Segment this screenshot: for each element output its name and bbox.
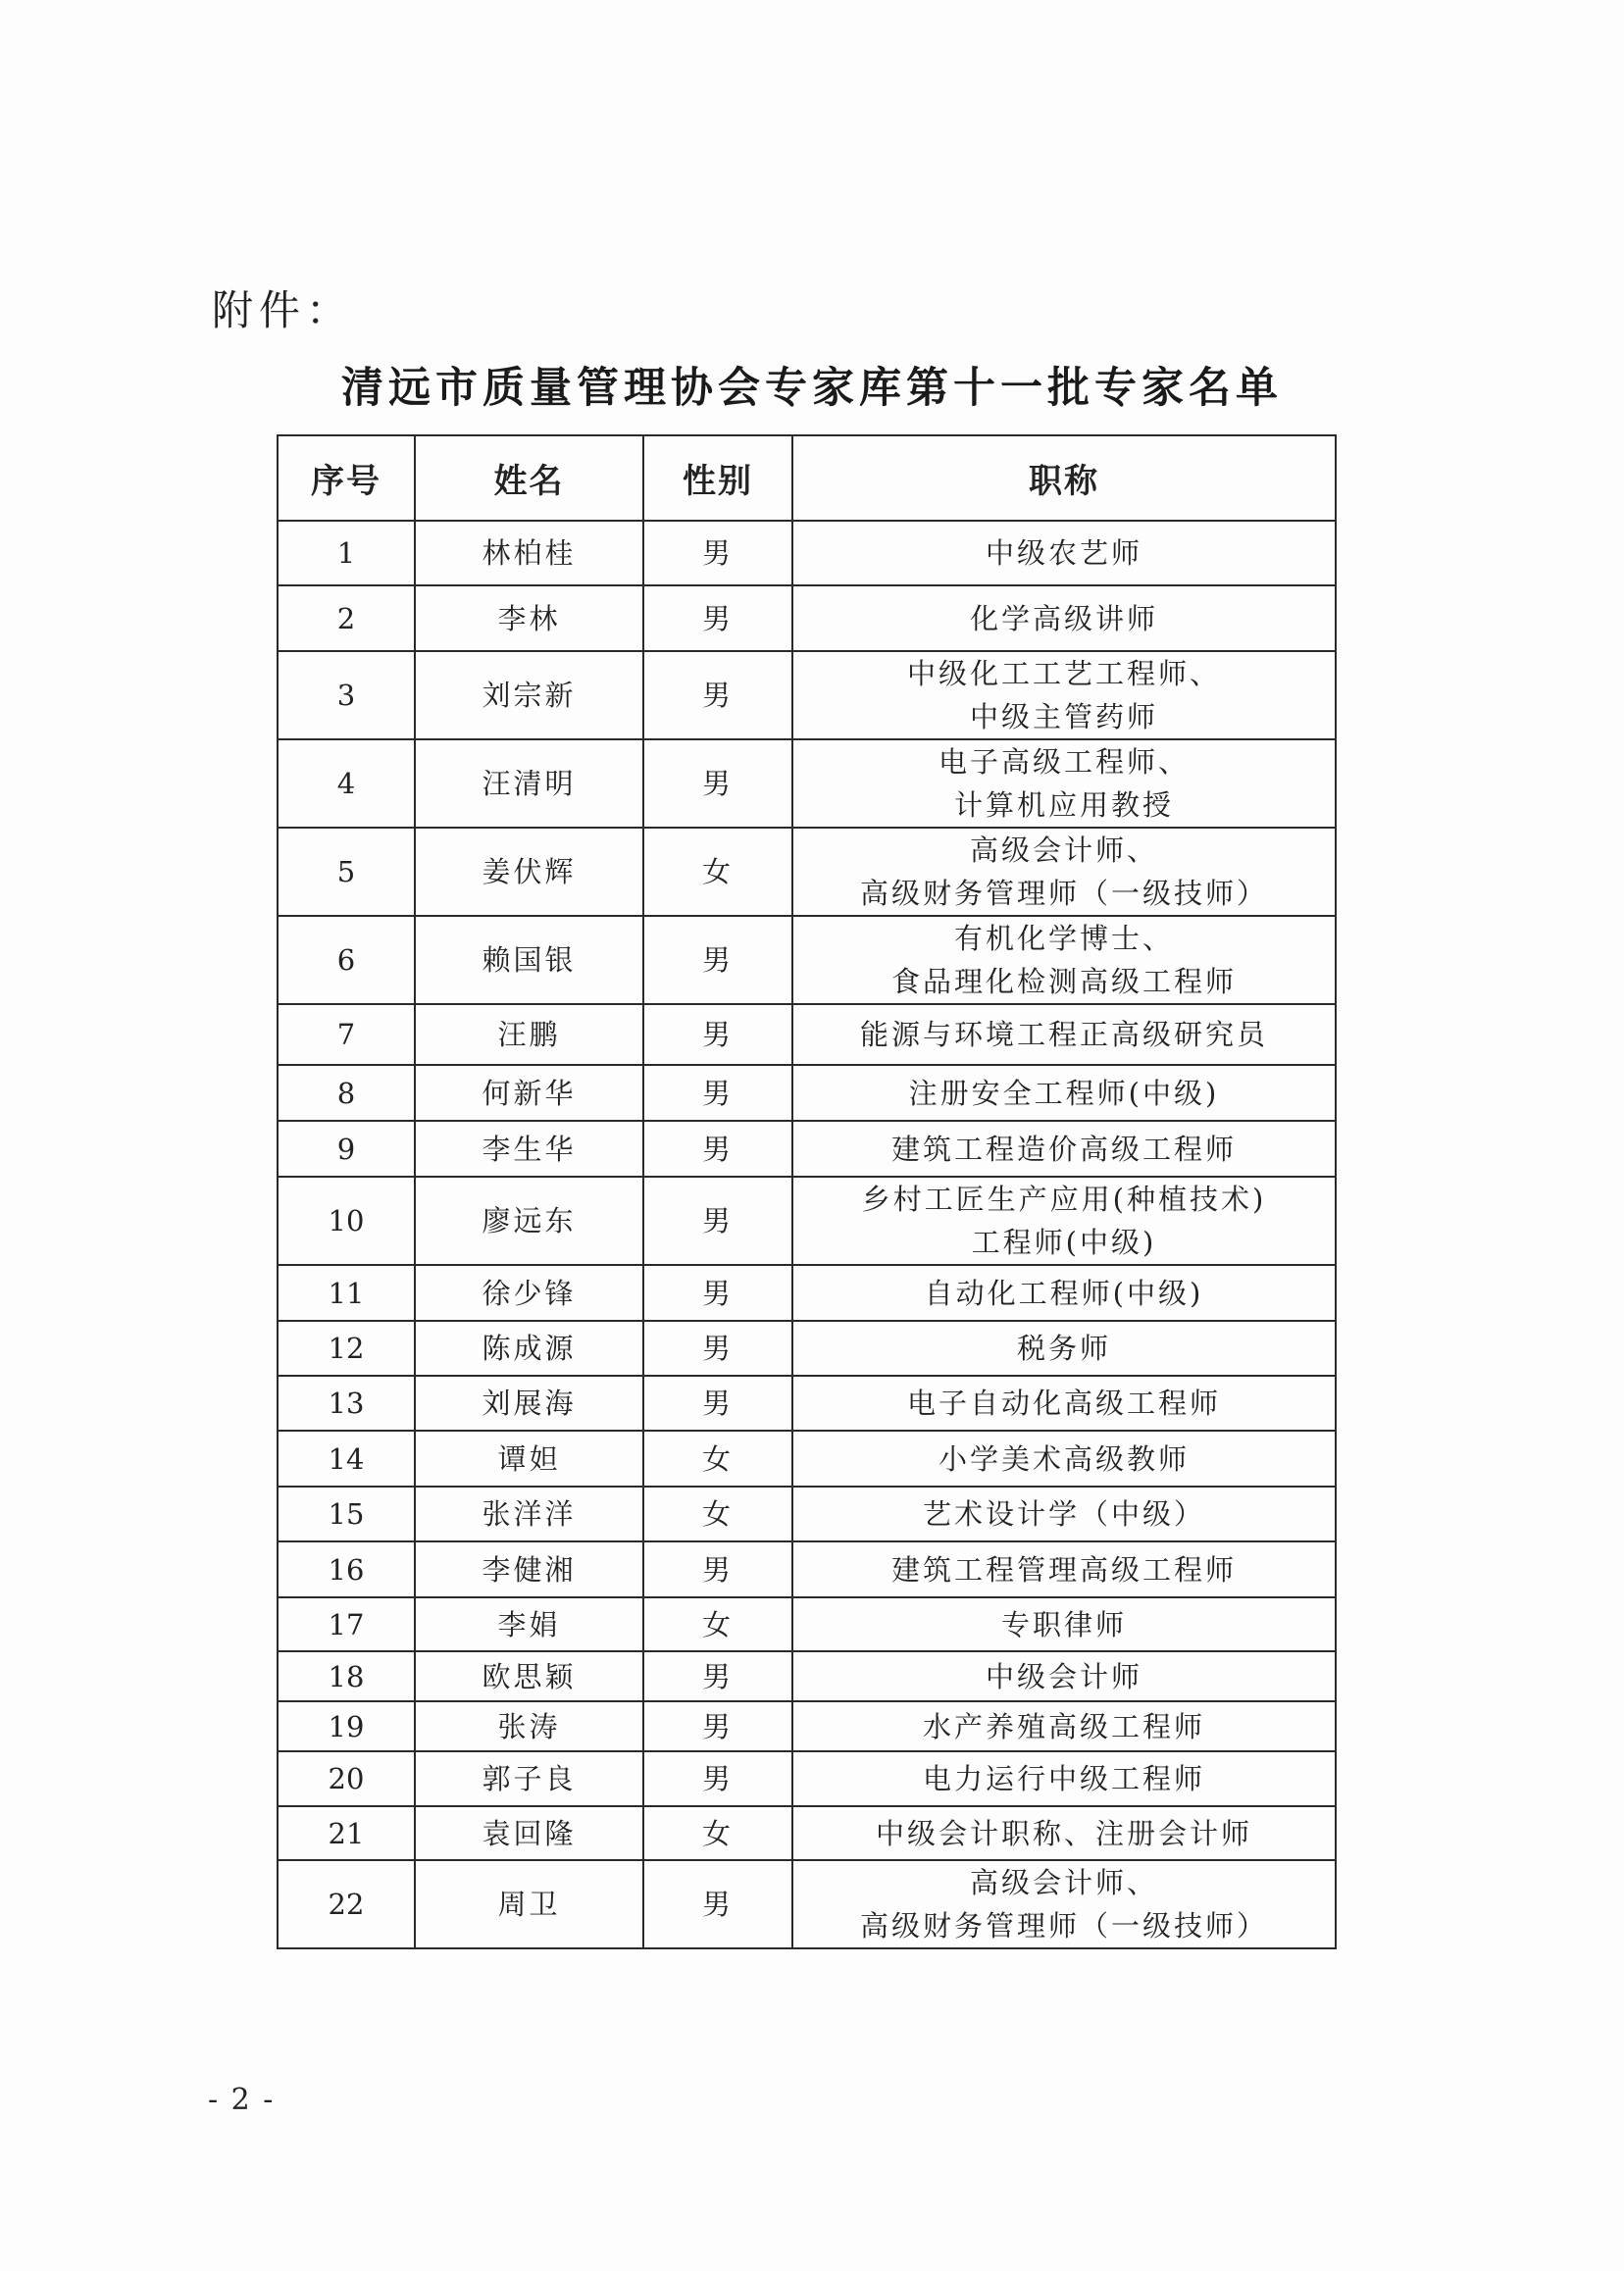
attachment-label: 附件： <box>212 286 354 334</box>
cell-serial-number: 21 <box>278 1806 415 1860</box>
cell-serial-number: 5 <box>278 828 415 916</box>
cell-professional-title <box>792 916 1336 1004</box>
cell-name: 谭妲 <box>415 1431 643 1487</box>
cell-name: 赖国银 <box>415 916 643 1004</box>
header-serial-number: 序号 <box>278 435 415 521</box>
cell-name: 李娟 <box>415 1597 643 1651</box>
cell-professional-title <box>792 1751 1336 1806</box>
cell-professional-title <box>792 1651 1336 1701</box>
cell-name: 廖远东 <box>415 1177 643 1265</box>
cell-name: 陈成源 <box>415 1321 643 1376</box>
cell-serial-number: 11 <box>278 1265 415 1321</box>
title-line: 电子高级工程师、 <box>938 745 1190 779</box>
cell-name: 袁回隆 <box>415 1806 643 1860</box>
cell-name: 李林 <box>415 585 643 651</box>
cell-professional-title <box>792 1065 1336 1121</box>
title-line: 艺术设计学（中级） <box>922 1497 1205 1531</box>
title-line: 水产养殖高级工程师 <box>922 1709 1205 1743</box>
title-line: 中级会计职称、注册会计师 <box>875 1816 1252 1850</box>
table-header-row <box>278 435 1336 521</box>
cell-professional-title <box>792 1004 1336 1065</box>
cell-professional-title <box>792 1860 1336 1948</box>
title-line: 中级化工工艺工程师、 <box>906 657 1221 690</box>
cell-serial-number: 9 <box>278 1121 415 1177</box>
title-line: 高级财务管理师（一级技师） <box>859 877 1268 910</box>
title-line: 能源与环境工程正高级研究员 <box>859 1018 1268 1051</box>
cell-serial-number: 7 <box>278 1004 415 1065</box>
table-row <box>278 1321 1336 1376</box>
table-row <box>278 1751 1336 1806</box>
cell-professional-title <box>792 1597 1336 1651</box>
cell-professional-title <box>792 651 1336 739</box>
title-line: 自动化工程师(中级) <box>924 1276 1204 1310</box>
cell-gender: 女 <box>643 1806 792 1860</box>
cell-name: 欧思颖 <box>415 1651 643 1701</box>
title-line: 电力运行中级工程师 <box>922 1762 1205 1795</box>
cell-serial-number: 10 <box>278 1177 415 1265</box>
cell-professional-title <box>792 1431 1336 1487</box>
cell-name: 林柏桂 <box>415 521 643 585</box>
cell-gender: 男 <box>643 1751 792 1806</box>
cell-gender: 男 <box>643 521 792 585</box>
cell-serial-number: 8 <box>278 1065 415 1121</box>
title-line: 注册安全工程师(中级) <box>908 1076 1220 1110</box>
cell-gender: 男 <box>643 1065 792 1121</box>
cell-professional-title <box>792 1321 1336 1376</box>
cell-professional-title <box>792 739 1336 828</box>
cell-gender: 女 <box>643 1431 792 1487</box>
table-row <box>278 1121 1336 1177</box>
cell-serial-number: 20 <box>278 1751 415 1806</box>
cell-serial-number: 1 <box>278 521 415 585</box>
cell-name: 刘宗新 <box>415 651 643 739</box>
cell-professional-title <box>792 1487 1336 1541</box>
cell-professional-title <box>792 1265 1336 1321</box>
cell-serial-number: 19 <box>278 1701 415 1751</box>
table-row <box>278 1860 1336 1948</box>
cell-name: 张洋洋 <box>415 1487 643 1541</box>
cell-gender: 男 <box>643 1321 792 1376</box>
cell-serial-number: 16 <box>278 1541 415 1597</box>
cell-gender: 女 <box>643 828 792 916</box>
cell-professional-title <box>792 1806 1336 1860</box>
cell-gender: 男 <box>643 1121 792 1177</box>
cell-name: 李生华 <box>415 1121 643 1177</box>
title-line: 高级会计师、 <box>969 1866 1158 1899</box>
title-line: 高级财务管理师（一级技师） <box>859 1909 1268 1943</box>
page-number: - 2 - <box>208 2083 276 2117</box>
title-line: 有机化学博士、 <box>953 922 1174 955</box>
cell-name: 郭子良 <box>415 1751 643 1806</box>
cell-gender: 男 <box>643 1004 792 1065</box>
table-body <box>278 521 1336 1948</box>
cell-serial-number: 12 <box>278 1321 415 1376</box>
title-line: 中级主管药师 <box>969 700 1158 733</box>
cell-serial-number: 6 <box>278 916 415 1004</box>
cell-professional-title <box>792 1177 1336 1265</box>
cell-gender: 男 <box>643 1860 792 1948</box>
title-line: 建筑工程造价高级工程师 <box>890 1132 1237 1166</box>
cell-professional-title <box>792 1121 1336 1177</box>
table-row <box>278 1004 1336 1065</box>
cell-name: 张涛 <box>415 1701 643 1751</box>
cell-serial-number: 2 <box>278 585 415 651</box>
cell-professional-title <box>792 1541 1336 1597</box>
table-row <box>278 585 1336 651</box>
cell-professional-title <box>792 828 1336 916</box>
title-line: 计算机应用教授 <box>953 788 1174 822</box>
header-gender: 性别 <box>643 435 792 521</box>
table-row <box>278 1701 1336 1751</box>
cell-gender: 男 <box>643 739 792 828</box>
cell-gender: 男 <box>643 1376 792 1431</box>
cell-serial-number: 3 <box>278 651 415 739</box>
cell-serial-number: 15 <box>278 1487 415 1541</box>
cell-name: 姜伏辉 <box>415 828 643 916</box>
cell-professional-title <box>792 1376 1336 1431</box>
cell-gender: 男 <box>643 1177 792 1265</box>
cell-serial-number: 14 <box>278 1431 415 1487</box>
table-row <box>278 1265 1336 1321</box>
cell-gender: 男 <box>643 651 792 739</box>
table-row <box>278 521 1336 585</box>
title-line: 电子自动化高级工程师 <box>906 1387 1221 1420</box>
cell-serial-number: 4 <box>278 739 415 828</box>
cell-professional-title <box>792 1701 1336 1751</box>
table-row <box>278 1376 1336 1431</box>
cell-professional-title <box>792 521 1336 585</box>
cell-serial-number: 22 <box>278 1860 415 1948</box>
cell-gender: 男 <box>643 1651 792 1701</box>
title-line: 化学高级讲师 <box>969 601 1158 635</box>
cell-professional-title <box>792 585 1336 651</box>
cell-gender: 男 <box>643 1541 792 1597</box>
cell-name: 李健湘 <box>415 1541 643 1597</box>
title-line: 中级会计师 <box>985 1659 1142 1693</box>
cell-name: 汪清明 <box>415 739 643 828</box>
title-line: 小学美术高级教师 <box>938 1441 1190 1476</box>
table-row <box>278 1065 1336 1121</box>
table-row <box>278 1806 1336 1860</box>
table-row <box>278 1597 1336 1651</box>
cell-gender: 男 <box>643 585 792 651</box>
cell-serial-number: 13 <box>278 1376 415 1431</box>
expert-roster-table <box>277 434 1337 1949</box>
cell-serial-number: 18 <box>278 1651 415 1701</box>
title-line: 中级农艺师 <box>985 536 1142 570</box>
cell-name: 徐少锋 <box>415 1265 643 1321</box>
title-line: 食品理化检测高级工程师 <box>890 965 1237 998</box>
title-line: 专职律师 <box>1000 1607 1127 1641</box>
cell-name: 周卫 <box>415 1860 643 1948</box>
document-title: 清远市质量管理协会专家库第十一批专家名单 <box>341 364 1283 413</box>
table-row <box>278 651 1336 739</box>
table-row <box>278 1541 1336 1597</box>
cell-gender: 女 <box>643 1487 792 1541</box>
cell-gender: 男 <box>643 1265 792 1321</box>
cell-gender: 女 <box>643 1597 792 1651</box>
cell-name: 刘展海 <box>415 1376 643 1431</box>
title-line: 工程师(中级) <box>971 1226 1157 1259</box>
cell-gender: 男 <box>643 916 792 1004</box>
cell-name: 汪鹏 <box>415 1004 643 1065</box>
table-row <box>278 828 1336 916</box>
table-row <box>278 1177 1336 1265</box>
table-row <box>278 916 1336 1004</box>
table-row <box>278 1431 1336 1487</box>
table-row <box>278 1651 1336 1701</box>
table-row <box>278 1487 1336 1541</box>
header-name: 姓名 <box>415 435 643 521</box>
title-line: 高级会计师、 <box>969 833 1158 867</box>
title-line: 乡村工匠生产应用(种植技术) <box>861 1183 1267 1216</box>
header-professional-title: 职称 <box>792 435 1336 521</box>
title-line: 税务师 <box>1016 1332 1111 1365</box>
cell-gender: 男 <box>643 1701 792 1751</box>
cell-serial-number: 17 <box>278 1597 415 1651</box>
title-line: 建筑工程管理高级工程师 <box>890 1552 1237 1587</box>
cell-name: 何新华 <box>415 1065 643 1121</box>
table-row <box>278 739 1336 828</box>
